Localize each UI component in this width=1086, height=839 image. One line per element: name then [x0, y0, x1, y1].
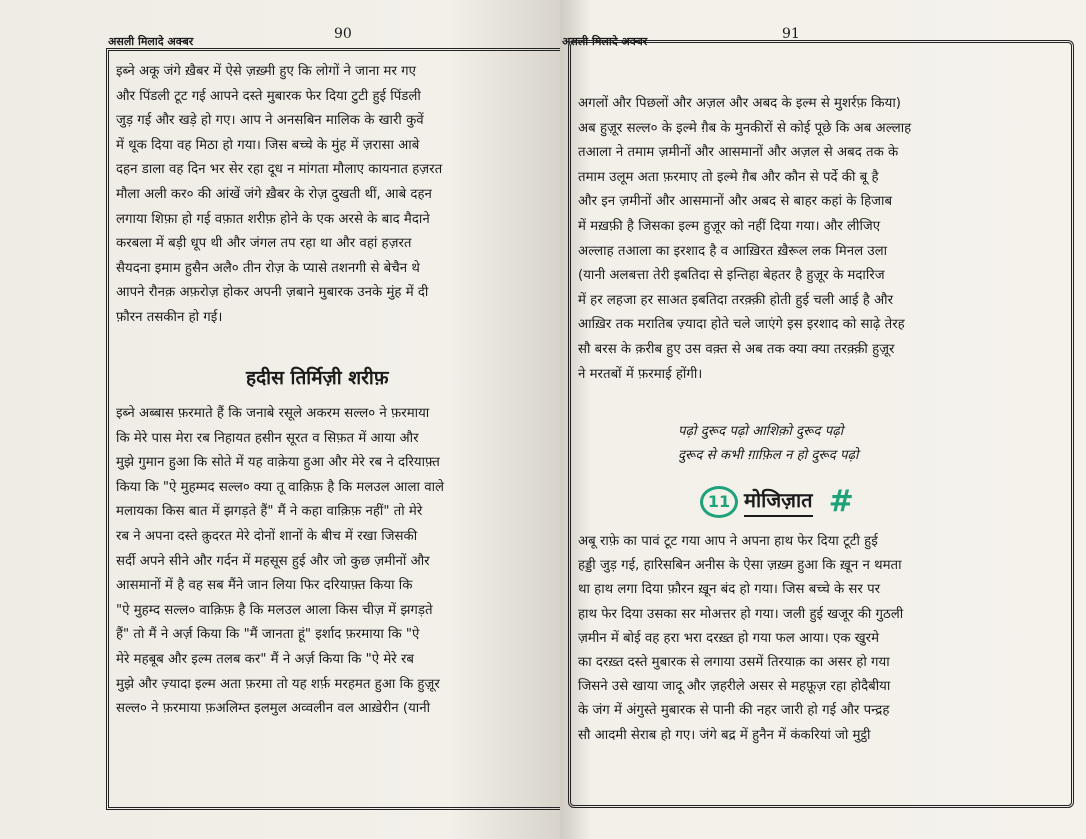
- text-line: तमाम उलूम अता फ़रमाए तो इल्मे ग़ैब और कौन से पर्दे की बू है: [578, 169, 879, 185]
- text-line: इब्ने अब्बास फ़रमाते हैं कि जनाबे रसूले अकरम सल्ल० ने फ़रमाया: [116, 406, 430, 421]
- section-heading: हदीस तिर्मिज़ी शरीफ़: [246, 367, 389, 389]
- text-line: करबला में बड़ी धूप थी और जंगल तप रहा था और वहां हज़रत: [116, 236, 412, 252]
- text-line: दहन डाला वह दिन भर सेर रहा दूध न मांगता मौलाए कायनात हज़रत: [116, 162, 443, 178]
- paragraph: [578, 92, 911, 387]
- text-line: किया कि "ऐ मुहम्मद सल्ल० क्या तू वाक़िफ़ है कि मलउल आला वाले: [116, 479, 445, 495]
- handwritten-hash-mark: #: [828, 484, 854, 519]
- text-line: ज़मीन में बोई वह हरा भरा दरख़्त हो गया फल आया। एक खुरमे: [578, 630, 880, 646]
- couplet: [678, 420, 859, 468]
- text-line: अगलों और पिछलों और अज़ल और अबद के इल्म से मुशर्रफ़ किया): [578, 96, 901, 111]
- text-line: सर्दी अपने सीने और गर्दन में महसूस हुई और जो कुछ ज़मीनों और: [116, 553, 430, 569]
- paragraph: [116, 60, 442, 331]
- text-line: पढ़ो दुरूद पढ़ो आशिक़ो दुरूद पढ़ो: [678, 424, 844, 439]
- section-heading: मोजिज़ात: [744, 486, 813, 517]
- text-line: सल्ल० ने फ़रमाया फ़अलिम्त इलमुल अव्वलीन वल आख़ेरीन (यानी: [116, 701, 431, 717]
- right-page: [560, 0, 1086, 839]
- text-line: मौला अली कर० की आंखें जंगे ख़ैबर के रोज़ दुखती थीं, आबे दहन: [116, 186, 432, 202]
- text-line: में हर लहजा हर साअत इबतिदा तरक़्क़ी होती हुई चली आई है और: [578, 292, 894, 308]
- text-line: कि मेरे पास मेरा रब निहायत हसीन सूरत व सिफ़त में आया और: [116, 430, 419, 446]
- text-line: "ऐ मुहम्द सल्ल० वाक़िफ़ है कि मलउल आला किस चीज़ में झगड़ते: [116, 602, 433, 618]
- text-line: और पिंडली टूट गई आपने दस्ते मुबारक फेर दिया टुटी हुई पिंडली: [116, 88, 421, 104]
- text-line: आख़िर तक मरातिब ज़्यादा होते चले जाएंगे इस इरशाद को साढ़े तेरह: [578, 317, 905, 333]
- text-line: तआला ने तमाम ज़मीनों और आसमानों और अज़ल से अबद तक के: [578, 145, 899, 161]
- page-number: 91: [782, 26, 800, 42]
- page-number: 90: [334, 26, 352, 42]
- text-line: मेरे महबूब और इल्म तलब कर" मैं ने अर्ज़ किया कि "ऐ मेरे रब: [116, 651, 414, 667]
- handwritten-number: 11: [700, 486, 738, 518]
- text-line: इब्ने अकू जंगे ख़ैबर में ऐसे ज़ख़्मी हुए कि लोगों ने जाना मर गए: [116, 64, 416, 79]
- paragraph: [116, 402, 444, 722]
- text-line: सौ आदमी सेराब हो गए। जंगे बद्र में हुनैन में कंकरियां जो मुट्ठी: [578, 727, 871, 743]
- text-line: अब हुज़ूर सल्ल० के इल्मे ग़ैब के मुनकीरों से कोई पूछे कि अब अल्लाह: [578, 120, 912, 136]
- text-line: का दरख़्त दस्ते मुबारक से लगाया उसमें तिरयाक़ का असर हो गया: [578, 654, 890, 670]
- text-line: फ़ौरन तसकीन हो गई।: [116, 309, 223, 325]
- text-line: था हाथ लगा दिया फ़ौरन ख़ून बंद हो गया। जिस बच्चे के सर पर: [578, 582, 881, 598]
- text-line: सौ बरस के क़रीब हुए उस वक़्त से अब तक क्या क्या तरक़्क़ी हुज़ूर: [578, 341, 895, 357]
- paragraph: [578, 530, 903, 748]
- text-line: ने मरतबों में फ़रमाई होंगी।: [578, 366, 703, 382]
- text-line: अबू राफ़े का पावं टूट गया आप ने अपना हाथ फेर दिया टूटी हुई: [578, 534, 878, 549]
- text-line: जुड़ गई और खड़े हो गए। आप ने अनसबिन मालिक के खारी कुवें: [116, 113, 424, 129]
- text-line: हड्डी जुड़ गई, हारिसबिन अनीस के ऐसा ज़ख़्म हुआ कि ख़ून न थमता: [578, 558, 902, 574]
- text-line: हैं" तो मैं ने अर्ज़ किया कि "मैं जानता हूं" इर्शाद फ़रमाया कि "ऐ: [116, 627, 420, 643]
- text-line: में थूक दिया वह मिठा हो गया। जिस बच्चे के मुंह में ज़रासा आबे: [116, 137, 420, 153]
- text-line: मुझे और ज़्यादा इल्म अता फ़रमा तो यह शर्फ़ मरहमत हुआ कि हुज़ूर: [116, 676, 440, 692]
- text-line: सैयदना इमाम हुसैन अलै० तीन रोज़ के प्यासे तशनगी से बेचैन थे: [116, 260, 420, 276]
- text-line: अल्लाह तआला का इरशाद है व आख़िरत ख़ैरूल लक मिनल उला: [578, 243, 888, 259]
- text-line: में मख़फ़ी है जिसका इल्म हुज़ूर को नहीं दिया गया। और लीजिए: [578, 218, 881, 234]
- text-line: (यानी अलबत्ता तेरी इबतिदा से इन्तिहा बेहतर है हुज़ूर के मदारिज: [578, 268, 885, 284]
- text-line: के जंग में अंगुस्ते मुबारक से पानी की नहर जारी हो गई और पन्द्रह: [578, 703, 890, 719]
- text-line: आसमानों में है वह सब मैंने जान लिया फिर दरियाफ़्त किया कि: [116, 578, 413, 594]
- text-line: लगाया शिफ़ा हो गई वफ़ात शरीफ़ होने के एक अरसे के बाद मैदाने: [116, 211, 430, 227]
- text-line: और इन ज़मीनों और आसमानों और अबद से बाहर कहां के हिजाब: [578, 194, 893, 210]
- running-head: असली मिलादे अक्बर: [562, 35, 648, 48]
- mojizat-heading: [700, 484, 854, 519]
- text-line: मलायका किस बात में झगड़ते हैं" मैं ने कहा वाक़िफ़ नहीं" तो मेरे: [116, 504, 423, 520]
- text-line: आपने रौनक़ अफ़रोज़ होकर अपनी ज़बाने मुबारक उनके मुंह में दी: [116, 285, 429, 301]
- text-line: दुरूद से कभी ग़ाफ़िल न हो दुरूद पढ़ो: [678, 448, 859, 463]
- text-line: रब ने अपना दस्ते क़ुदरत मेरे दोनों शानों के बीच में रखा जिसकी: [116, 528, 418, 544]
- running-head: असली मिलादे अक्बर: [108, 35, 194, 48]
- text-line: जिसने उसे खाया जादू और ज़हरीले असर से महफ़ूज़ रहा होदैबीया: [578, 679, 891, 695]
- text-line: मुझे गुमान हुआ कि सोते में यह वाक़ेया हुआ और मेरे रब ने दरियाफ़्त: [116, 455, 440, 471]
- text-line: हाथ फेर दिया उसका सर मोअत्तर हो गया। जली हुई खजूर की गुठली: [578, 606, 904, 622]
